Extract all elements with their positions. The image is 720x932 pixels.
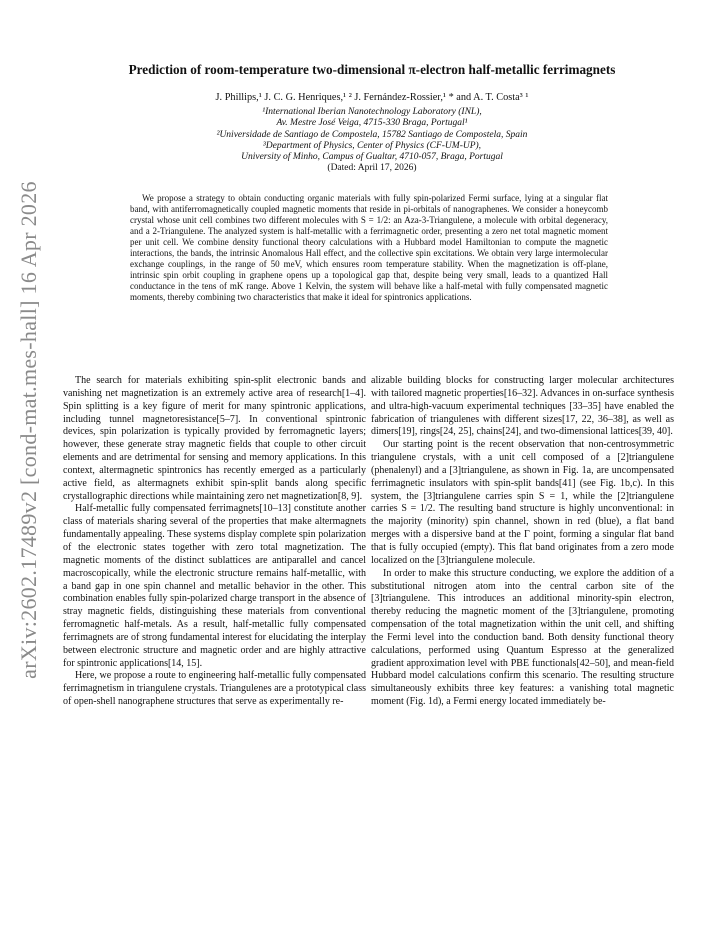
- body-column-left: [63, 375, 366, 709]
- affiliations: [110, 107, 634, 175]
- affiliation-line: ¹International Iberian Nanotechnology Laboratory (INL),: [262, 107, 482, 117]
- affiliation-line: ²Universidade de Santiago de Compostela, 15782 Santiago de Compostela, Spain: [216, 129, 528, 140]
- abstract: We propose a strategy to obtain conducting organic materials with fully spin-polarized Fermi surface, lying at a singular flat band, with antiferromagnetically coupled magnetic moments that reside in pi-orbitals of nanographenes. We consider a honeycomb crystal whose unit cell combines two different molecules with S = 1/2: an Aza-3-Triangulene, a molecule with orbital degeneracy, and a 2-Triangulene. The analyzed system is half-metallic with a ferrimagnetic order, presenting a zero net total magnetic moment per unit cell. We combine density functional theory calculations with a Hubbard model Hamiltonian to compute the magnetic interactions, the bands, the intrinsic Anomalous Hall effect, and the collective spin excitations. We obtain very large intermolecular exchange couplings, in the range of 50 meV, which ensures room temperature stability. When the magnetization is off-plane, intrinsic spin orbit coupling in graphene opens up a topological gap that, despite being very small, leads to a quantized Hall conductance in the tens of mK range. Above 1 Kelvin, the system will behave like a half-metal with fully compensated magnetic moments, thereby combining two characteristics that make it ideal for spintronics applications.: [130, 193, 608, 303]
- arxiv-stamp: [12, 181, 46, 679]
- body-paragraph: Half-metallic fully compensated ferrimagnets[10–13] constitute another class of materials sharing several of the properties that make altermagnets fundamentally appealing. These systems display complete spin polarization of the electronic states together with zero total magnetization. The magnetic moments of the distinct sublattices are antiparallel and cancel macroscopically, while the electronic structure remains half-metallic, with a band gap in one spin channel and metallic behavior in the other. This combination enables fully spin-polarized charge transport in the absence of stray magnetic fields, distinguishing these materials from conventional ferromagnetic half-metals. As a result, half-metallic fully compensated ferrimagnets are of strong fundamental interest for elucidating the interplay between electronic structure and magnetic order and are highly attractive for spintronic applications[14, 15].: [63, 503, 366, 669]
- affiliation-line: University of Minho, Campus of Gualtar, 4710-057, Braga, Portugal: [241, 152, 503, 163]
- body-paragraph: Our starting point is the recent observation that non-centrosymmetric triangulene crystals, with a unit cell composed of a [2]triangulene (phenalenyl) and a [3]triangulene, as shown in Fig. 1a, are uncompensated ferrimagnetic insulators with spin-split bands[41] (see Fig. 1b,c). In this system, the [3]triangulene carries spin S = 1, while the [2]triangulene carries S = 1/2. The resulting band structure is highly unconventional: in the majority (minority) spin channel, shown in red (blue), a flat band merges with a dispersive band at the Γ point, forming a singular flat band that is fully occupied (empty). This flat band originates from a zero mode localized on the [3]triangulene molecule.: [371, 439, 674, 566]
- affiliation-line: ³Department of Physics, Center of Physics (CF-UM-UP),: [262, 140, 482, 151]
- paper-title: Prediction of room-temperature two-dimensional π-electron half-metallic ferrimagnets: [128, 62, 616, 77]
- body-paragraph: The search for materials exhibiting spin-split electronic bands and vanishing net magnetization is an extremely active area of research[1–4]. Spin splitting is a key figure of merit for many spintronic applications, including tunnel magnetoresistance[5–7]. In conventional spintronic devices, spin polarization is typically provided by ferromagnetic layers; however, these generate stray magnetic fields that couple to other circuit elements and are detrimental for sensing and memory applications. In this context, altermagnetic spintronics has recently emerged as a particularly active field, as altermagnets exhibit spin-split bands along specific crystallographic directions while maintaining zero net magnetization[8, 9].: [63, 375, 366, 502]
- date-line: (Dated: April 17, 2026): [327, 163, 417, 174]
- arxiv-stamp-text: arXiv:2602.17489v2 [cond-mat.mes-hall] 16 Apr 2026: [16, 181, 41, 679]
- affiliation-line: Av. Mestre José Veiga, 4715-330 Braga, Portugal¹: [276, 118, 468, 129]
- body-column-right: [371, 375, 674, 709]
- body-paragraph: alizable building blocks for constructing larger molecular architectures with tailored magnetic properties[16–32]. Advances in on-surface synthesis and ultra-high-vacuum experimental techniques [33–35] have enabled the fabrication of triangulenes with different sizes[17, 22, 36–38], as well as dimers[19], rings[24, 25], chains[24], and two-dimensional lattices[39, 40].: [371, 375, 674, 438]
- author-list: J. Phillips,¹ J. C. G. Henriques,¹ ² J. Fernández-Rossier,¹ * and A. T. Costa³ ¹: [215, 92, 529, 103]
- body-paragraph: Here, we propose a route to engineering half-metallic fully compensated ferrimagnetism in triangulene crystals. Triangulenes are a prototypical class of open-shell nanographene structures that serve as experimentally re-: [63, 670, 366, 708]
- body-paragraph: In order to make this structure conducting, we explore the addition of a substitutional nitrogen atom into the central carbon site of the [3]triangulene. This introduces an additional minority-spin electron, thereby reducing the magnetic moment of the [3]triangulene, promoting compensation of the total magnetization within the unit cell, and shifting the Fermi level into the conduction band. Both density functional theory calculations, performed using Quantum Espresso at the generalized gradient approximation level with PBE functionals[42–50], and mean-field Hubbard model calculations confirm this scenario. The resulting structure simultaneously exhibits three key features: a vanishing total magnetic moment (Fig. 1d), a Fermi energy located immediately be-: [371, 567, 674, 708]
